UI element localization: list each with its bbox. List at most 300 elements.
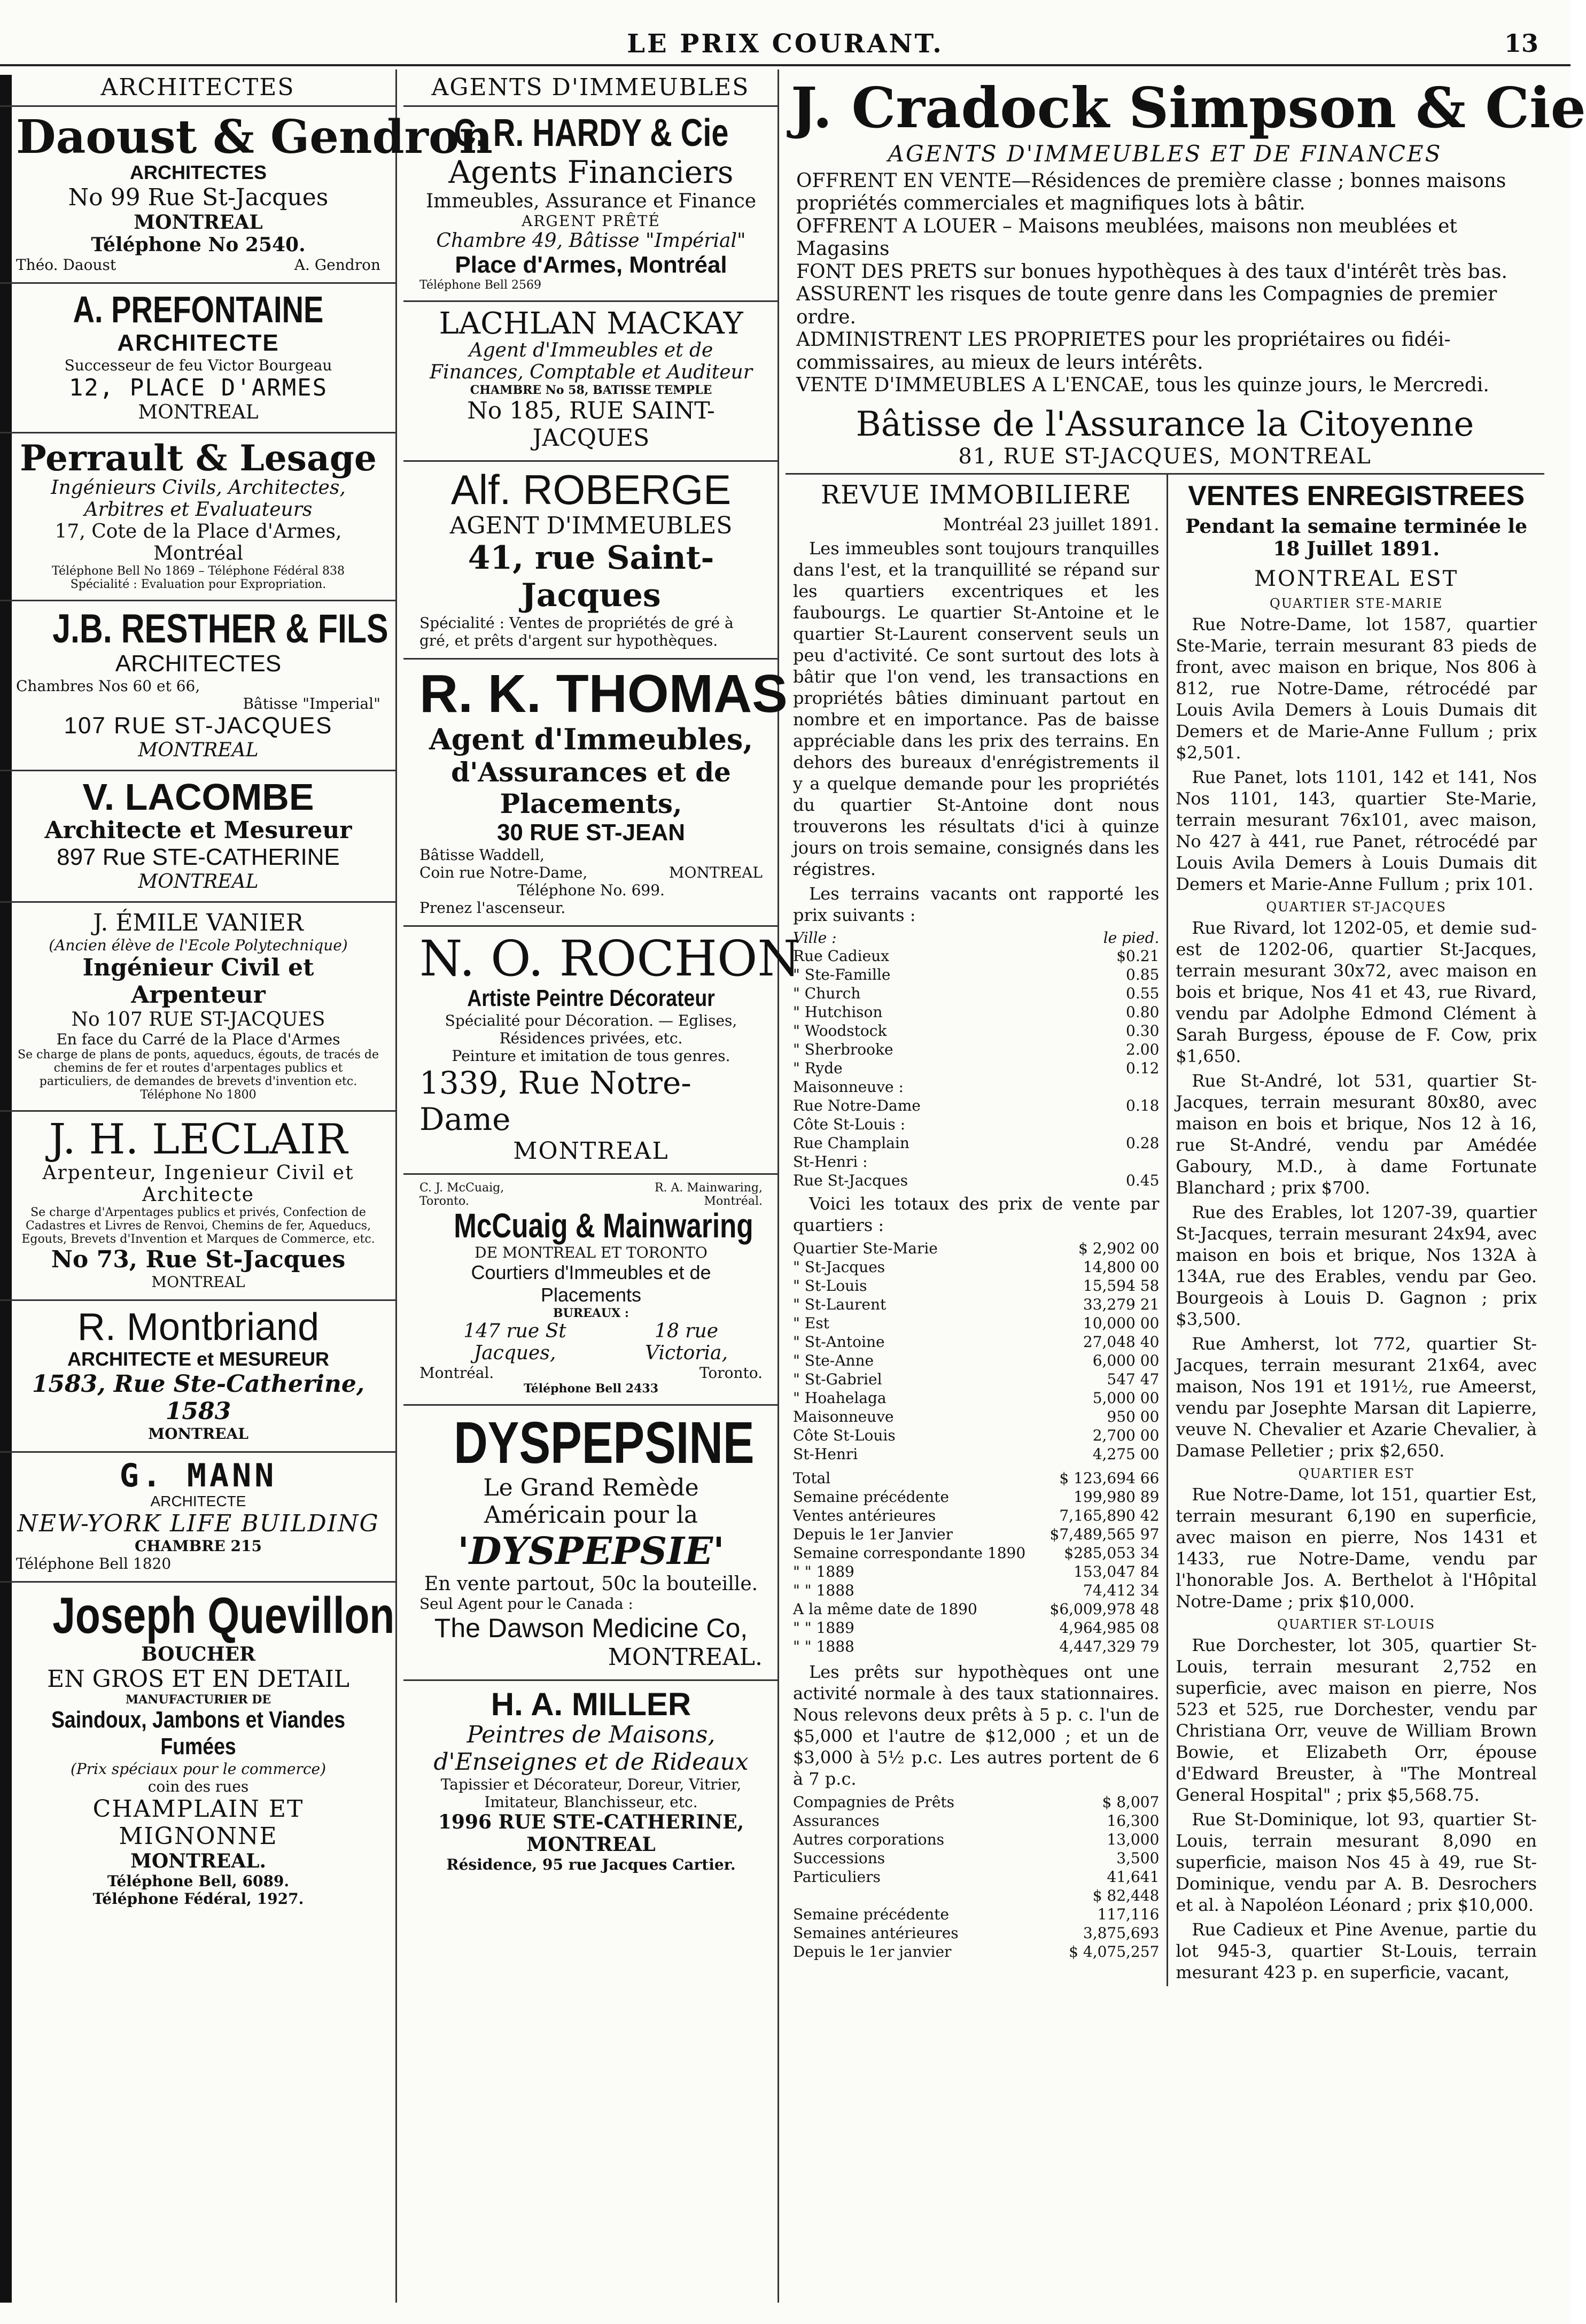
paragraph: Voici les totaux des prix de vente par quartiers :: [793, 1193, 1160, 1235]
summary-row: [793, 1525, 1159, 1544]
banner-title: J. Cradock Simpson & Cie: [791, 75, 1586, 141]
loans-text: [793, 1661, 1159, 1790]
ad-phone: Téléphone Bell 2569: [419, 278, 541, 292]
loan-row-label: Depuis le 1er janvier: [793, 1942, 952, 1961]
loan-row: [793, 1793, 1159, 1811]
ad-city: MONTREAL: [513, 1137, 669, 1165]
column-agents-immeubles: [403, 69, 800, 2303]
ad-dyspepsine: [403, 1406, 778, 1681]
paragraph: Les prêts sur hypothèques ont une activité normale à des taux stationnaires. Nous relevons deux prêts à 5 p. c. l'un de $5,000 et l'autre de $12,000 ; et un de $3,000 à 5½ p.c. Les autres portent de 6 à 7 p.c.: [793, 1661, 1160, 1789]
ad-address: 897 Rue STE-CATHERINE: [57, 844, 340, 871]
paragraph: Les terrains vacants ont rapporté les prix suivants :: [793, 883, 1160, 925]
ad-role: Agents Financiers: [448, 153, 734, 190]
summary-row-label: Depuis le 1er Janvier: [793, 1525, 953, 1543]
offer-line: ADMINISTRENT LES PROPRIETES pour les propriétaires ou fidéi-commissaires, au mieux de leurs intérêts.: [796, 329, 1451, 374]
sale-entry: Rue St-Dominique, lot 93, quartier St-Louis, terrain mesurant 8,090 en superficie, maison Nos 45 à 49, rue St-Dominique, vendu par A. B. Desrochers et al. à Napoléon Léonard ; prix $10,000.: [1176, 1809, 1537, 1915]
ad-role: Peintres de Maisons, d'Enseignes et de Rideaux: [433, 1721, 749, 1776]
summary-row-value: 199,980 89: [1074, 1488, 1160, 1506]
ad-address: No 73, Rue St-Jacques: [51, 1246, 346, 1274]
ad-address: 30 RUE ST-JEAN: [496, 819, 686, 846]
quarter-heading: QUARTIER ST-JACQUES: [1266, 899, 1447, 915]
summary-row-label: " " 1888: [793, 1581, 854, 1599]
ad-title: Alf. ROBERGE: [450, 466, 732, 514]
price-row: [793, 1078, 1159, 1096]
price-row: [793, 947, 1159, 965]
price-table-header: [793, 929, 1159, 947]
price-row: [793, 1171, 1159, 1190]
total-row: [793, 1276, 1159, 1295]
price-row: [793, 1003, 1159, 1021]
ad-phone: Téléphone Bell 1820: [16, 1554, 172, 1572]
summary-row: [793, 1506, 1159, 1525]
ad-loan: ARGENT PRÊTÉ: [522, 212, 660, 230]
total-row-value: 10,000 00: [1083, 1314, 1160, 1332]
ad-phone: Téléphone No 2540.: [91, 234, 306, 257]
ad-resther-fils: [0, 601, 395, 771]
price-row: [793, 984, 1159, 1003]
ad-tagline: Le Grand Remède Américain pour la: [483, 1474, 699, 1529]
loan-row-label: Autres corporations: [793, 1830, 944, 1848]
loan-row: [793, 1905, 1159, 1924]
loan-row: [793, 1811, 1159, 1830]
ad-vanier: [0, 903, 395, 1112]
total-row: [793, 1351, 1159, 1370]
article-date: Montréal 23 juillet 1891.: [943, 514, 1160, 534]
ad-mann: [0, 1453, 395, 1583]
ad-prices: (Prix spéciaux pour le commerce): [70, 1760, 326, 1778]
district-heading: MONTREAL EST: [1254, 566, 1459, 591]
ad-role: ARCHITECTE et MESUREUR: [67, 1347, 330, 1370]
ad-city: MONTREAL: [138, 401, 259, 423]
price-row-label: Rue Cadieux: [793, 947, 889, 965]
revue-immobiliere: [786, 475, 1168, 1986]
ad-roberge: [403, 462, 778, 660]
ad-address: No 185, RUE SAINT-JACQUES: [467, 397, 715, 452]
total-row-label: " St-Gabriel: [793, 1370, 882, 1388]
total-row: [793, 1407, 1159, 1426]
loan-row-value: $ 4,075,257: [1069, 1942, 1160, 1961]
ad-address: No 99 Rue St-Jacques: [68, 184, 329, 212]
summary-row-value: $ 123,694 66: [1059, 1469, 1160, 1487]
summary-row: [793, 1581, 1159, 1600]
price-row-value: [1067, 1115, 1159, 1134]
ventes-enregistrees: [1168, 475, 1544, 1986]
ad-building: NEW-YORK LIFE BUILDING: [17, 1509, 379, 1537]
ad-title: H. A. MILLER: [491, 1686, 691, 1722]
banner-subtitle: AGENTS D'IMMEUBLES ET DE FINANCES: [888, 141, 1442, 167]
loan-row-label: [793, 1886, 1030, 1905]
ad-origin: DE MONTREAL ET TORONTO: [475, 1244, 708, 1262]
ad-thomas: [403, 660, 788, 927]
ad-title: R. K. THOMAS: [419, 664, 788, 724]
total-row-label: Côte St-Louis: [793, 1426, 896, 1444]
banner-building: Bâtisse de l'Assurance la Citoyenne: [856, 404, 1474, 444]
loan-row-label: Semaines antérieures: [793, 1924, 959, 1942]
ad-mackay: [403, 302, 778, 462]
sale-entry: Rue Panet, lots 1101, 142 et 141, Nos Nos 1101, 143, quartier Ste-Marie, terrain mesurant 76x101, avec maison, No 427 à 441, rue Panet, rétrocédé par Louis Avila Demers à Louis Dumais dit Demers et Marie-Anne Fullum ; prix 101.: [1176, 766, 1537, 894]
ad-residence: Résidence, 95 rue Jacques Cartier.: [446, 1855, 736, 1873]
ad-role: Ingénieur Civil et Arpenteur: [82, 954, 314, 1009]
total-row-value: 27,048 40: [1083, 1333, 1160, 1351]
ad-phone: Téléphone No. 699.: [517, 881, 665, 900]
ad-room: CHAMBRE 215: [135, 1537, 262, 1555]
ad-title: Perrault & Lesage: [20, 437, 377, 479]
ad-corner: Coin rue Notre-Dame,: [419, 864, 588, 882]
ad-daoust-gendron: [0, 107, 493, 284]
price-row-label: St-Henri :: [793, 1152, 868, 1171]
ventes-period: Pendant la semaine terminée le 18 Juillet 1891.: [1185, 515, 1528, 560]
ad-office-city: Toronto.: [699, 1364, 763, 1382]
sale-entry: Rue Cadieux et Pine Avenue, partie du lot 945-3, quartier St-Louis, terrain mesurant 423 p. en superficie, vacant,: [1176, 1919, 1537, 1982]
ad-title: G. MANN: [119, 1457, 277, 1494]
total-row: [793, 1239, 1159, 1258]
loan-row-label: Successions: [793, 1849, 885, 1867]
summary-row: [793, 1562, 1159, 1581]
page-number: 13: [1504, 29, 1538, 58]
sale-entry: Rue Dorchester, lot 305, quartier St-Louis, terrain mesurant 2,752 en superficie, avec maison en pierre, Nos 523 et 525, rue Dorchester, vendu par Christiana Orr, veuve de William Brown Bowie, et Elizabeth Orr, épouse d'Edward Breuster, à "The Montreal General Hospital" ; prix $5,568.75.: [1176, 1634, 1537, 1805]
ad-city: MONTREAL: [138, 739, 259, 761]
price-header-left: Ville :: [793, 928, 837, 947]
ad-city: MONTREAL.: [608, 1643, 763, 1671]
total-row-label: " St-Louis: [793, 1276, 867, 1295]
ad-desc: Se charge de plans de ponts, aqueducs, égouts, de tracés de chemins de fer et routes d'arpentages publics et particuliers, de demandes de brevets d'invention etc.: [18, 1048, 379, 1089]
ad-corner: coin des rues: [147, 1777, 249, 1795]
quarter-heading: QUARTIER ST-LOUIS: [1277, 1616, 1436, 1632]
total-row-label: " St-Laurent: [793, 1295, 887, 1313]
ad-role: ARCHITECTE: [150, 1492, 246, 1509]
summary-row-value: 4,964,985 08: [1059, 1618, 1160, 1637]
total-row-value: 6,000 00: [1092, 1351, 1160, 1369]
summary-row-value: 4,447,329 79: [1059, 1637, 1160, 1655]
price-row-value: 0.85: [1126, 965, 1160, 983]
ad-agent-label: Seul Agent pour le Canada :: [419, 1594, 633, 1613]
ad-role: ARCHITECTE: [117, 329, 279, 356]
ventes-entries: [1176, 595, 1537, 1983]
price-row-value: 0.55: [1126, 984, 1160, 1002]
total-row: [793, 1370, 1159, 1389]
sale-entry: Rue des Erables, lot 1207-39, quartier St-Jacques, terrain mesurant 24x94, avec maison en bois et brique, Nos 132A à 134A, rue des Erables, vendu par Geo. Bourgeois à Louis D. Gagnon ; prix $3,500.: [1176, 1202, 1537, 1329]
loan-row-value: $ 82,448: [1092, 1886, 1160, 1904]
ad-specialty: Spécialité : Evaluation pour Expropriation.: [70, 578, 326, 592]
ad-room: Chambre 49, Bâtisse "Impérial": [436, 229, 746, 252]
loan-row: [793, 1886, 1159, 1905]
ad-partner-city: Montréal.: [704, 1194, 763, 1208]
total-row: [793, 1445, 1159, 1463]
ad-title: N. O. ROCHON: [419, 930, 800, 988]
summary-row-label: " " 1889: [793, 1562, 854, 1581]
ad-office-city: Montréal.: [419, 1364, 494, 1382]
ad-role: d'Assurances et de Placements,: [451, 756, 731, 820]
total-row-value: 14,800 00: [1083, 1258, 1160, 1276]
summary-row-value: 153,047 84: [1074, 1562, 1160, 1581]
ad-agent: The Dawson Medicine Co,: [434, 1613, 748, 1643]
total-row: [793, 1426, 1159, 1445]
ad-rooms: Chambres Nos 60 et 66,: [16, 677, 200, 695]
total-row-label: " Est: [793, 1314, 829, 1332]
ad-address: 1583, Rue Ste-Catherine, 1583: [32, 1370, 365, 1425]
ad-role: BOUCHER: [141, 1643, 255, 1665]
price-row-value: 0.18: [1126, 1096, 1160, 1114]
ad-building: Bâtisse Waddell,: [419, 846, 545, 864]
ad-city: MONTREAL: [138, 871, 259, 893]
summary-row: [793, 1488, 1159, 1506]
summary-row: [793, 1637, 1159, 1656]
ad-title: V. LACOMBE: [82, 776, 314, 818]
banner-address: 81, RUE ST-JACQUES, MONTREAL: [786, 444, 1544, 475]
summary-row-value: $7,489,565 97: [1049, 1525, 1160, 1543]
price-row: [793, 1096, 1159, 1115]
loan-row-value: $ 8,007: [1102, 1793, 1160, 1811]
loan-row: [793, 1942, 1159, 1961]
summary-row: [793, 1469, 1159, 1488]
summary-row-label: Semaine correspondante 1890: [793, 1544, 1026, 1562]
sale-entry: Rue St-André, lot 531, quartier St-Jacques, terrain mesurant 80x80, avec maison en bois et brique, Nos 12 à 16, rue St-André, vendu par Amédée Gaboury, M.D., à dame Fortunate Blanchard ; prix $700.: [1176, 1070, 1537, 1198]
price-row-value: 2.00: [1126, 1040, 1160, 1058]
totals-intro: [793, 1193, 1159, 1236]
ad-specialty: Spécialité : Ventes de propriétés de gré à gré, et prêts d'argent sur hypothèques.: [419, 614, 734, 650]
ad-partner-city: Toronto.: [419, 1194, 469, 1208]
total-row-value: 547 47: [1107, 1370, 1160, 1388]
total-row-label: St-Henri: [793, 1445, 858, 1463]
price-row-label: Rue Champlain: [793, 1134, 909, 1152]
loan-row-label: Semaine précédente: [793, 1905, 949, 1923]
ad-title: J.B. RESTHER & FILS: [52, 606, 388, 652]
total-row-value: 33,279 21: [1083, 1295, 1160, 1313]
ad-role: AGENT D'IMMEUBLES: [449, 512, 733, 540]
column-heading: AGENTS D'IMMEUBLES: [403, 69, 778, 107]
summary-row: [793, 1600, 1159, 1618]
sale-entry: Rue Rivard, lot 1202-05, et demie sud-est de 1202-06, quartier St-Jacques, terrain mesurant 30x72, avec maison en bois et brique, Nos 41 et 43, rue Rivard, vendu par Adolphe Edmond Clément à Sarah Burgess, épouse de F. Cow, prix $1,650.: [1176, 917, 1537, 1066]
loan-row-value: 13,000: [1107, 1830, 1160, 1848]
price-row: [793, 1115, 1159, 1134]
total-row-value: 5,000 00: [1092, 1389, 1160, 1407]
ad-address: 17, Cote de la Place d'Armes, Montréal: [55, 521, 342, 565]
ad-services: Peinture et imitation de tous genres.: [452, 1047, 730, 1065]
total-row: [793, 1295, 1159, 1314]
price-row-value: [1067, 1078, 1159, 1096]
ad-lacombe: [0, 771, 395, 903]
ad-phone: Téléphone Bell, 6089.: [107, 1872, 290, 1890]
ad-role: Architecte et Mesureur: [44, 817, 352, 845]
summary-row-label: " " 1889: [793, 1618, 854, 1637]
ad-building: Bâtisse "Imperial": [243, 694, 380, 712]
ad-title: J. ÉMILE VANIER: [93, 909, 304, 937]
ad-city: MONTREAL: [668, 864, 763, 882]
ad-role: Courtiers d'Immeubles et de Placements: [471, 1261, 711, 1306]
ad-offices: BUREAUX :: [553, 1306, 629, 1321]
totals-table: [793, 1239, 1159, 1463]
total-row-label: " Ste-Anne: [793, 1351, 874, 1369]
total-row: [793, 1389, 1159, 1407]
offer-line: VENTE D'IMMEUBLES A L'ENCAE, tous les quinze jours, le Mercredi.: [796, 374, 1489, 397]
ad-leclair: [0, 1112, 395, 1301]
ad-services: Immeubles, Assurance et Finance: [425, 190, 757, 212]
ad-title: A. PREFONTAINE: [73, 289, 324, 331]
section-heading: VENTES ENREGISTREES: [1188, 480, 1525, 512]
loan-row: [793, 1849, 1159, 1868]
ad-role: Agent d'Immeubles,: [429, 722, 753, 757]
total-row-label: " St-Antoine: [793, 1333, 885, 1351]
ad-office: 18 rue Victoria,: [645, 1320, 728, 1365]
sale-entry: Rue Notre-Dame, lot 1587, quartier Ste-Marie, terrain mesurant 83 pieds de front, avec maison en brique, Nos 806 à 812, rue Notre-Dame, rétrocédé par Louis Avila Demers à Louis Dumais dit Demers et de Marie-Anne Fullum ; prix $2,501.: [1176, 614, 1537, 763]
loan-row-value: 16,300: [1107, 1811, 1160, 1830]
price-row-label: Maisonneuve :: [793, 1078, 904, 1096]
total-row-value: 2,700 00: [1092, 1426, 1160, 1444]
ad-prefontaine: [0, 284, 395, 433]
ad-maker: MANUFACTURIER DE: [125, 1692, 271, 1707]
loan-row: [793, 1924, 1159, 1942]
price-row: [793, 965, 1159, 984]
ad-title: McCuaig & Mainwaring: [454, 1206, 753, 1245]
price-row-label: " Sherbrooke: [793, 1040, 893, 1058]
ad-phone: Téléphone Bell No 1869 – Téléphone Fédéral 838: [52, 564, 345, 578]
loan-row-value: 3,500: [1116, 1849, 1160, 1867]
loan-row-label: Assurances: [793, 1811, 880, 1830]
sale-entry: Rue Notre-Dame, lot 151, quartier Est, terrain mesurant 6,190 en superficie, avec maison en pierre, Nos 1431 et 1433, rue Notre-Dame, vendu par l'honorable Jos. A. Berthelot à l'Hôpital Notre-Dame ; prix $10,000.: [1176, 1484, 1537, 1612]
ad-city: MONTREAL: [151, 1273, 245, 1291]
ad-title: J. H. LECLAIR: [49, 1115, 348, 1164]
offer-line: ASSURENT les risques de toute genre dans les Compagnies de premier ordre.: [796, 283, 1497, 328]
page-header: [0, 21, 1571, 66]
loan-row-value: 3,875,693: [1083, 1924, 1160, 1942]
price-row-label: " Woodstock: [793, 1021, 887, 1040]
ad-phone: Téléphone No 1800: [140, 1088, 256, 1102]
ad-successor: Successeur de feu Victor Bourgeau: [64, 356, 332, 374]
ad-title: R. Montbriand: [77, 1306, 320, 1349]
loans-table: [793, 1793, 1159, 1961]
ad-title: DYSPEPSINE: [454, 1410, 755, 1476]
price-row-label: " Ste-Famille: [793, 965, 891, 983]
total-row: [793, 1258, 1159, 1276]
loan-row: [793, 1868, 1159, 1886]
ad-montbriand: [0, 1301, 395, 1453]
column-cradock-simpson: [786, 69, 1586, 2303]
ad-address: 1339, Rue Notre-Dame: [419, 1064, 691, 1137]
ad-city: MONTREAL: [148, 1424, 248, 1443]
price-row-value: 0.28: [1126, 1134, 1160, 1152]
price-row: [793, 1059, 1159, 1078]
ad-alumnus: (Ancien élève de l'Ecole Polytechnique): [49, 936, 348, 955]
paragraph: Les immeubles sont toujours tranquilles dans l'est, et la tranquillité se répand sur les quartiers excentriques et les faubourgs. Le quartier St-Antoine et le quartier St-Laurent conservent seuls un peu d'activité. Ce sont surtout des lots à bâtir que l'on vend, les transactions en propriétés bâties diminuant partout en nombre et en importance. Pas de baisse appréciable dans les prix des terrains. En dehors des bureaux d'enrégistrements il y a quelque demande pour les propriétés du quartier St-Antoine dont nous trouverons les résultats d'ici à quinze jours on trois semaine, consignés dans les régistres.: [793, 538, 1160, 879]
price-row-label: Rue Notre-Dame: [793, 1096, 921, 1114]
summary-row-label: Ventes antérieures: [793, 1506, 936, 1524]
summary-row-label: A la même date de 1890: [793, 1600, 977, 1618]
ad-title: Joseph Quevillon: [52, 1586, 395, 1644]
price-row-value: 0.30: [1126, 1021, 1160, 1040]
ad-city: MONTREAL: [134, 211, 263, 234]
news-subcolumns: [786, 475, 1544, 1986]
price-row-label: Côte St-Louis :: [793, 1115, 906, 1133]
summary-table: [793, 1469, 1159, 1656]
ad-title: Daoust & Gendron: [16, 110, 493, 164]
ad-partner: R. A. Mainwaring,: [654, 1181, 763, 1195]
total-row-value: 950 00: [1107, 1407, 1160, 1426]
ad-address: Place d'Armes, Montréal: [455, 251, 727, 278]
ad-location: En face du Carré de la Place d'Armes: [56, 1031, 340, 1049]
ad-address: 12, PLACE D'ARMES: [68, 374, 328, 401]
total-row-label: " St-Jacques: [793, 1258, 885, 1276]
ad-role: Arpenteur, Ingenieur Civil et Architecte: [42, 1162, 354, 1206]
price-row-value: [1067, 1152, 1159, 1171]
price-row-value: $0.21: [1116, 947, 1160, 965]
price-row-label: " Ryde: [793, 1059, 843, 1077]
price-row-label: " Hutchison: [793, 1003, 883, 1021]
price-table: [793, 947, 1159, 1190]
section-heading: REVUE IMMOBILIERE: [820, 479, 1132, 510]
column-heading: ARCHITECTES: [0, 69, 395, 107]
price-row: [793, 1040, 1159, 1059]
ad-trades: Tapissier et Décorateur, Doreur, Vitrier, Imitateur, Blanchisseur, etc.: [440, 1775, 742, 1811]
ad-role: ARCHITECTES: [129, 161, 267, 184]
ad-partner: A. Gendron: [294, 256, 380, 274]
ad-phone: Téléphone Fédéral, 1927.: [92, 1889, 304, 1908]
ad-title: C. R. HARDY & Cie: [454, 112, 729, 154]
ad-quevillon: [0, 1583, 395, 1916]
price-row-value: 0.12: [1126, 1059, 1160, 1077]
price-row: [793, 1152, 1159, 1171]
quarter-heading: QUARTIER EST: [1298, 1466, 1414, 1481]
ad-price: En vente partout, 50c la bouteille.: [424, 1572, 758, 1595]
ad-office: 147 rue St Jacques,: [463, 1320, 566, 1365]
offer-line: FONT DES PRETS sur bonues hypothèques à des taux d'intérêt très bas.: [796, 260, 1507, 283]
quarter-heading: QUARTIER STE-MARIE: [1270, 595, 1443, 611]
price-row-label: " Church: [793, 984, 861, 1002]
price-row-label: Rue St-Jacques: [793, 1171, 908, 1189]
loan-row-label: Compagnies de Prêts: [793, 1793, 955, 1811]
ad-role: Artiste Peintre Décorateur: [467, 985, 715, 1011]
ad-perrault-lesage: [0, 433, 395, 601]
offer-line: OFFRENT A LOUER – Maisons meublées, maisons non meublées et Magasins: [796, 215, 1457, 260]
ad-desc: Ingénieurs Civils, Architectes, Arbitres et Evaluateurs: [51, 477, 346, 521]
total-row-label: Maisonneuve: [793, 1407, 894, 1426]
total-row-value: 4,275 00: [1092, 1445, 1160, 1463]
ad-specialty: Spécialité pour Décoration. — Eglises, Résidences privées, etc.: [445, 1011, 737, 1047]
ad-products: Saindoux, Jambons et Viandes Fumées: [51, 1706, 346, 1760]
article-body: [793, 538, 1159, 926]
total-row: [793, 1333, 1159, 1351]
summary-row-label: Semaine précédente: [793, 1488, 949, 1506]
ad-role: Agent d'Immeubles et de Finances, Comptable et Auditeur: [430, 339, 752, 384]
summary-row-value: $6,009,978 48: [1049, 1600, 1160, 1618]
summary-row-value: 74,412 34: [1083, 1581, 1160, 1599]
loan-row-value: 117,116: [1097, 1905, 1160, 1923]
loan-row-label: Particuliers: [793, 1868, 881, 1886]
price-header-right: le pied.: [1103, 928, 1160, 947]
ad-trade: EN GROS ET EN DETAIL: [47, 1665, 349, 1693]
ad-desc: Se charge d'Arpentages publics et privés, Confection de Cadastres et Livres de Renvoi, Chemins de fer, Aqueducs, Egouts, Brevets d'Invention et Marques de Commerce, etc.: [21, 1206, 375, 1246]
ad-hardy: [403, 107, 778, 302]
ad-city: MONTREAL.: [130, 1849, 267, 1872]
ad-mccuaig-mainwaring: [403, 1175, 778, 1406]
total-row-value: $ 2,902 00: [1078, 1239, 1160, 1257]
price-row-value: 0.45: [1126, 1171, 1160, 1189]
loan-row: [793, 1830, 1159, 1849]
summary-row-value: $285,053 34: [1064, 1544, 1160, 1562]
ad-target: 'DYSPEPSIE': [457, 1528, 725, 1573]
ad-address: 41, rue Saint-Jacques: [468, 539, 714, 615]
banner-offers: [786, 167, 1544, 402]
summary-row: [793, 1544, 1159, 1562]
ad-address: 107 RUE ST-JACQUES: [64, 712, 333, 739]
ad-phone: Téléphone Bell 2433: [523, 1382, 659, 1396]
ad-elevator: Prenez l'ascenseur.: [419, 899, 566, 917]
price-row: [793, 1021, 1159, 1040]
ad-rochon: [403, 927, 800, 1175]
summary-row-label: Total: [793, 1469, 831, 1487]
ad-streets: CHAMPLAIN ET MIGNONNE: [92, 1795, 304, 1850]
summary-row-value: 7,165,890 42: [1059, 1506, 1160, 1524]
loan-row-value: 41,641: [1107, 1868, 1160, 1886]
